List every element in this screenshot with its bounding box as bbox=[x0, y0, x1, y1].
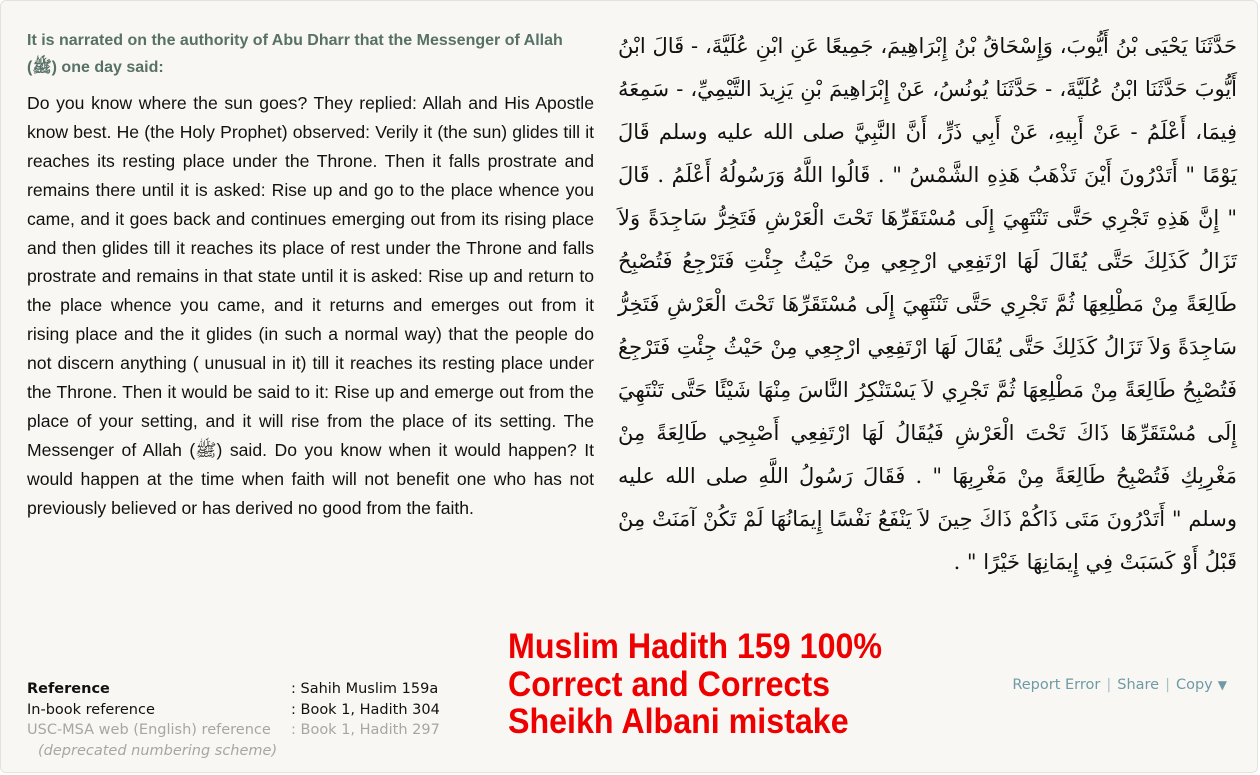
actions-bar bbox=[1012, 677, 1227, 693]
overlay-line-1: Muslim Hadith 159 100% bbox=[508, 627, 883, 666]
overlay-caption bbox=[508, 628, 882, 741]
share-link[interactable]: Share bbox=[1117, 677, 1160, 693]
deprecated-note: (deprecated numbering scheme) bbox=[38, 742, 278, 759]
copy-label: Copy bbox=[1175, 677, 1213, 693]
report-error-link[interactable]: Report Error bbox=[1012, 677, 1101, 693]
copy-link[interactable] bbox=[1176, 677, 1227, 693]
overlay-line-3: Sheikh Albani mistake bbox=[508, 702, 849, 741]
separator: | bbox=[1165, 677, 1170, 693]
arabic-hadith-text: حَدَّثَنَا يَحْيَى بْنُ أَيُّوبَ، وَإِسْحَاقُ بْنُ إِبْرَاهِيمَ، جَمِيعًا عَنِ ابْنِ عُلَيَّةَ، - قَالَ ابْنُ أَيُّوبَ حَدَّثَنَا ابْنُ عُلَيَّةَ، - حَدَّثَنَا يُونُسُ، عَنْ إِبْرَاهِيمَ بْنِ يَزِيدَ التَّيْمِيِّ، - سَمِعَهُ فِيمَا، أَعْلَمُ - عَنْ أَبِيهِ، عَنْ أَبِي ذَرٍّ، أَنَّ النَّبِيَّ صلى الله عليه وسلم قَالَ يَوْمًا " أَتَدْرُونَ أَيْنَ تَذْهَبُ هَذِهِ الشَّمْسُ " . قَالُوا اللَّهُ وَرَسُولُهُ أَعْلَمُ . قَالَ " إِنَّ هَذِهِ تَجْرِي حَتَّى تَنْتَهِيَ إِلَى مُسْتَقَرِّهَا تَحْتَ الْعَرْشِ فَتَخِرُّ سَاجِدَةً وَلاَ تَزَالُ كَذَلِكَ حَتَّى يُقَالَ لَهَا ارْتَفِعِي ارْجِعِي مِنْ حَيْثُ جِئْتِ فَتَرْجِعُ فَتُصْبِحُ طَالِعَةً مِنْ مَطْلِعِهَا ثُمَّ تَجْرِي حَتَّى تَنْتَهِيَ إِلَى مُسْتَقَرِّهَا تَحْتَ الْعَرْشِ فَتَخِرُّ سَاجِدَةً وَلاَ تَزَالُ كَذَلِكَ حَتَّى يُقَالَ لَهَا ارْتَفِعِي ارْجِعِي مِنْ حَيْثُ جِئْتِ فَتَرْجِعُ فَتُصْبِحُ طَالِعَةً مِنْ مَطْلِعِهَا ثُمَّ تَجْرِي لاَ يَسْتَنْكِرُ النَّاسَ مِنْهَا شَيْئًا حَتَّى تَنْتَهِيَ إِلَى مُسْتَقَرِّهَا ذَاكَ تَحْتَ الْعَرْشِ فَيُقَالُ لَهَا ارْتَفِعِي أَصْبِحِي طَالِعَةً مِنْ مَغْرِبِكِ فَتُصْبِحُ طَالِعَةً مِنْ مَغْرِبِهَا " . فَقَالَ رَسُولُ اللَّهِ صلى الله عليه وسلم " أَتَدْرُونَ مَتَى ذَاكُمْ ذَاكَ حِينَ لاَ يَنْفَعُ نَفْسًا إِيمَانُهَا لَمْ تَكُنْ آمَنَتْ مِنْ قَبْلُ أَوْ كَسَبَتْ فِي إِيمَانِهَا خَيْرًا " . bbox=[618, 34, 1237, 574]
narrator-text: It is narrated on the authority of Abu Dharr that the Messenger of Allah (ﷺ) one day said: bbox=[27, 32, 563, 76]
separator: | bbox=[1106, 677, 1112, 693]
in-book-reference-value: : Book 1, Hadith 304 bbox=[291, 701, 440, 718]
in-book-reference-label: In-book reference bbox=[27, 701, 155, 718]
usc-msa-reference-label: USC-MSA web (English) reference bbox=[27, 722, 271, 738]
usc-msa-reference-value: : Book 1, Hadith 297 bbox=[291, 722, 440, 738]
english-section bbox=[27, 27, 594, 523]
reference-table bbox=[27, 679, 440, 761]
reference-label: Reference bbox=[27, 681, 110, 697]
overlay-line-2: Correct and Corrects bbox=[508, 664, 831, 704]
english-hadith-text: Do you know where the sun goes? They replied: Allah and His Apostle know best. He (the Holy Prophet) observed: Verily it (the sun) glides till it reaches its resting place under the Throne. Then it falls prostrate and remains there until it is asked: Rise up and go to the place whence you came, and it goes back and continues emerging out from its rising place and then glides till it reaches its place of rest under the Throne and falls prostrate and remains in that state until it is asked: Rise up and return to the place whence you came, and it returns and emerges out from it rising place and the it glides (in such a normal way) that the people do not discern anything ( unusual in it) till it reaches its resting place under the Throne. Then it would be said to it: Rise up and emerge out from the place of your setting, and it will rise from the place of its setting. The Messenger of Allah (ﷺ) said. Do you know when it would happen? It would happen at the time when faith will not benefit one who has not previously believed or has derived no good from the faith. bbox=[27, 93, 594, 518]
reference-value: : Sahih Muslim 159a bbox=[291, 681, 439, 697]
caret-down-icon: ▼ bbox=[1217, 678, 1227, 692]
usc-msa-reference-row bbox=[27, 720, 440, 741]
in-book-reference-row bbox=[27, 700, 440, 721]
reference-row bbox=[27, 679, 440, 700]
